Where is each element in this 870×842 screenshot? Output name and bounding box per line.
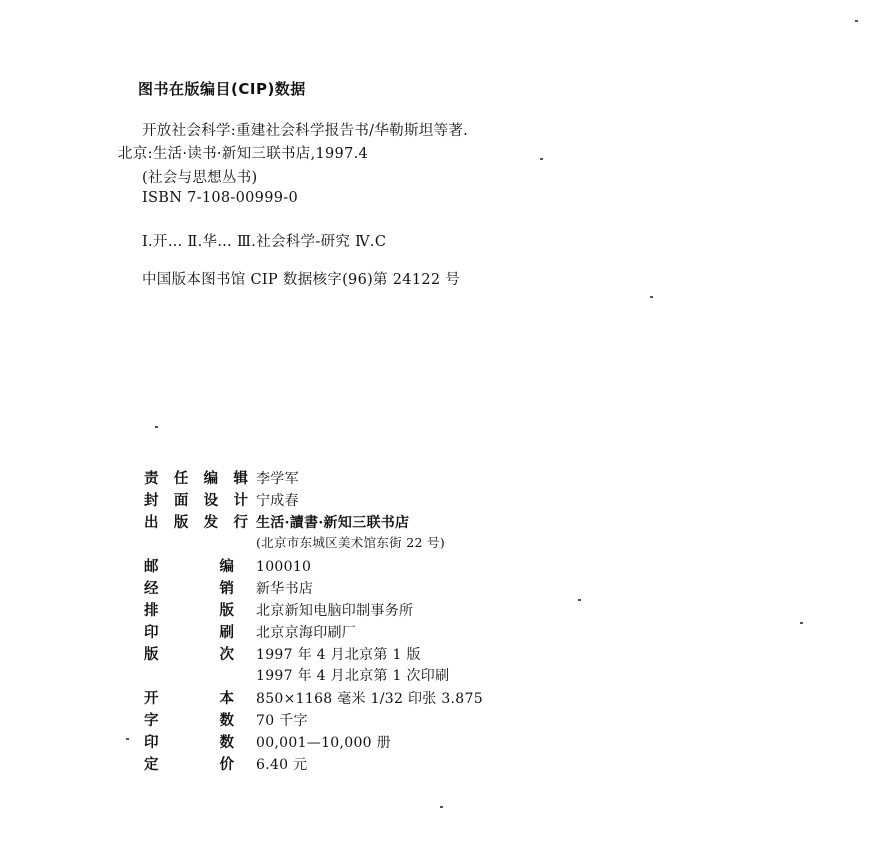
- distributor-label: 经 销: [144, 581, 234, 597]
- typesetting-value: 北京新知电脑印制事务所: [256, 603, 414, 619]
- publisher-label: 出 版 发 行: [144, 515, 248, 531]
- cip-publisher-line: 北京:生活·读书·新知三联书店,1997.4: [118, 146, 369, 162]
- edition-value: 1997 年 4 月北京第 1 版: [256, 647, 421, 663]
- cip-record-number: 中国版本图书馆 CIP 数据核字(96)第 24122 号: [142, 272, 461, 288]
- postcode-value: 100010: [256, 559, 312, 575]
- editor-label: 责 任 编 辑: [144, 471, 248, 487]
- typesetting-label: 排 版: [144, 603, 234, 619]
- cover-value: 宁成春: [256, 493, 299, 509]
- imprint-row-format: [144, 687, 483, 709]
- imprint-row-address: [144, 533, 483, 555]
- cip-series-line: (社会与思想丛书): [142, 170, 258, 186]
- imprint-row-words: [144, 709, 483, 731]
- scan-speck: [578, 599, 581, 601]
- scan-speck: [155, 426, 158, 428]
- cip-subject-line: Ⅰ.开… Ⅱ.华… Ⅲ.社会科学-研究 Ⅳ.C: [142, 234, 387, 250]
- cip-isbn-line: ISBN 7-108-00999-0: [142, 190, 298, 206]
- imprint-row-print-run: [144, 731, 483, 753]
- price-value: 6.40 元: [256, 757, 308, 773]
- impression-value: 1997 年 4 月北京第 1 次印刷: [256, 668, 450, 684]
- print-run-label: 印 数: [144, 735, 234, 751]
- price-label: 定 价: [144, 757, 234, 773]
- imprint-row-edition: [144, 643, 483, 665]
- imprint-row-cover: [144, 489, 483, 511]
- words-value: 70 千字: [256, 713, 308, 729]
- format-label: 开 本: [144, 691, 234, 707]
- postcode-label: 邮 编: [144, 559, 234, 575]
- imprint-row-printing: [144, 621, 483, 643]
- imprint-row-price: [144, 753, 483, 775]
- imprint-row-impression: [144, 665, 483, 687]
- imprint-row-postcode: [144, 555, 483, 577]
- printing-value: 北京京海印刷厂: [256, 625, 357, 641]
- editor-value: 李学军: [256, 471, 299, 487]
- scan-speck: [540, 158, 543, 160]
- imprint-row-publisher: [144, 511, 483, 533]
- publisher-value: 生活·讀書·新知三联书店: [256, 515, 410, 531]
- printing-label: 印 刷: [144, 625, 234, 641]
- distributor-value: 新华书店: [256, 581, 314, 597]
- scan-speck: [855, 20, 858, 22]
- cip-title-line: 开放社会科学:重建社会科学报告书/华勒斯坦等著.: [142, 123, 469, 139]
- imprint-row-editor: [144, 467, 483, 489]
- print-run-value: 00,001—10,000 册: [256, 735, 391, 751]
- scan-speck: [126, 738, 129, 740]
- edition-label: 版 次: [144, 647, 234, 663]
- words-label: 字 数: [144, 713, 234, 729]
- address-value: (北京市东城区美术馆东街 22 号): [256, 535, 446, 550]
- imprint-block: [144, 467, 483, 775]
- scan-speck: [800, 622, 803, 624]
- imprint-row-distributor: [144, 577, 483, 599]
- format-value: 850×1168 毫米 1/32 印张 3.875: [256, 691, 483, 707]
- cover-label: 封 面 设 计: [144, 493, 248, 509]
- cip-title: 图书在版编目(CIP)数据: [138, 80, 306, 98]
- scan-speck: [440, 806, 443, 808]
- imprint-row-typesetting: [144, 599, 483, 621]
- scan-speck: [650, 296, 653, 298]
